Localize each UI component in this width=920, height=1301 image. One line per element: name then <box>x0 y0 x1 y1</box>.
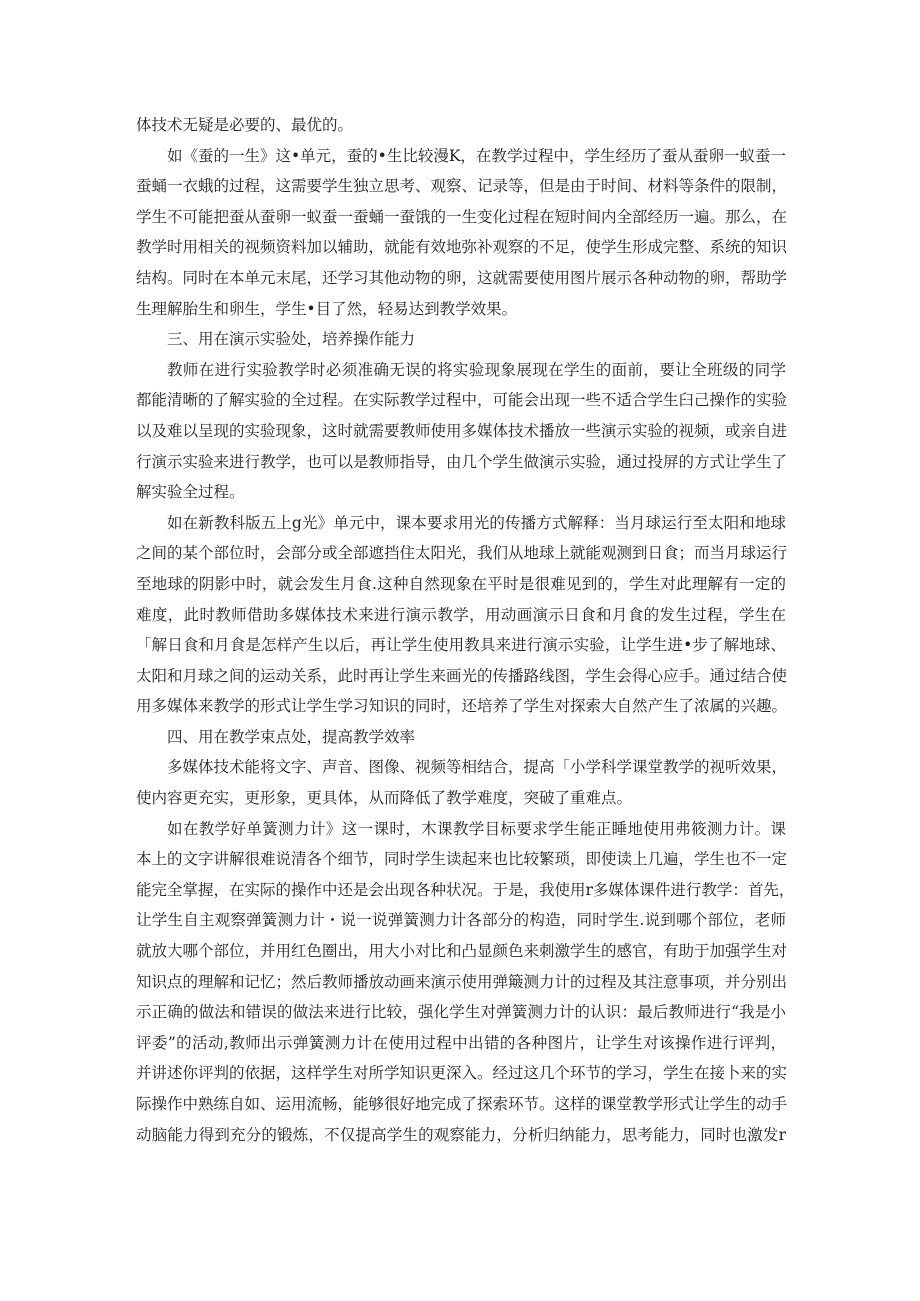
text-line: 际操作中熟练自如、运用流畅，能够很好地完成了探索环节。这样的课堂教学形式让学生的动手 <box>136 1095 788 1113</box>
text-line: 生理解胎生和卵生，学生•目了然，轻易达到教学效果。 <box>136 299 518 318</box>
text-line: 都能清晰的了解实验的全过程。在实际教学过程中，可能会出现一些不适合学生臼己操作的实验 <box>136 391 788 410</box>
text-line: 难度，此时教师借助多媒体技术来进行演示教学，用动画演示日食和月食的发生过程，学生在 <box>136 605 786 624</box>
text-line: 之间的某个部位时，会部分或全部遮挡住太阳光，我们从地球上就能观测到日食；而当月球运行 <box>136 544 788 563</box>
text-line: 如在教学好单簧测力计》这一课时，木课教学目标要求学生能正睡地使用弗筱测力计。课 <box>167 819 786 838</box>
text-line: 蚕蛹一衣蛾的过程，这需要学生独立思考、观察、记录等，但是由于时间、材料等条件的限制， <box>136 177 788 196</box>
text-line: 四、用在教学束点处，提高教学效率 <box>167 727 416 746</box>
text-line: 结构。同时在本单元末尾，还学习其他动物的卵，这就需要使用图片展示各种动物的卵，帮助学 <box>136 268 788 287</box>
text-line: 教学时用相关的视频资料加以辅助，就能有效地弥补观察的不足，使学生形成完整、系统的知识 <box>136 238 788 257</box>
text-line: 「解日食和月食是怎样产生以后，再让学生使用教具来进行演示实验，让学生进•步了解地球、 <box>136 636 786 655</box>
text-line: 太阳和月球之间的运动关系，此时再让学生来画光的传播路线图，学生会得心应手。通过结合使 <box>136 666 788 685</box>
document-body <box>136 110 795 1150</box>
text-line: 就放大哪个部位，并用红色圈出，用大小对比和凸显颜色来刺激学生的感官，有助于加强学生对 <box>136 942 788 961</box>
text-line: 使内容更充实，更形象，更具体，从而降低了教学难度，突破了重难点。 <box>136 789 633 808</box>
text-line: 示正确的做法和错误的做法来进行比较，强化学生对弹簧测力计的认识：最后教师进行“我是小 <box>136 1003 786 1022</box>
text-line: 三、用在演示实验处，培养操作能力 <box>167 330 416 349</box>
text-line: 行演示实验来进行教学，也可以是教师指导，由几个学生做演示实验，通过投屏的方式让学生了 <box>136 452 788 471</box>
text-line: 并讲述你评判的依据，这样学生对所学知识更深入。经过这几个环节的学习，学生在接卜来的实 <box>136 1064 788 1083</box>
text-line: 体技术无疑是必要的、最优的。 <box>136 116 354 134</box>
text-line: 以及难以呈现的实验现象，这时就需要教师使用多媒体技术播放一些演示实验的视频，或亲自进 <box>136 421 788 440</box>
text-line: 如在新教科版五上g光》单元中，课本要求用光的传播方式解释：当月球运行至太阳和地球 <box>167 513 786 532</box>
text-line: 至地球的阴影中时，就会发生月食.这种自然现象在平时是很难见到的，学生对此理解有一定的 <box>136 574 786 593</box>
text-line: 动脑能力得到充分的锻炼，不仅提高学生的观察能力，分析归纳能力，思考能力，同时也激发r <box>136 1125 786 1144</box>
text-line: 多媒体技术能将文字、声音、图像、视频等相结合，提高「小学科学课堂教学的视听效果， <box>167 758 788 777</box>
text-line: 如《蚕的一生》这•单元，蚕的•生比较漫K，在教学过程中，学生经历了蚕从蚕卵一蚁蚕一 <box>167 146 786 165</box>
text-line: 教师在进行实验教学时必须准确无误的将实验现象展现在学生的面前，要让全班级的同学 <box>167 360 786 379</box>
text-line: 知识点的理解和记忆；然后教师播放动画来演示使用弹簸测力计的过程及其注意事项，并分别出 <box>136 972 788 991</box>
text-line: 能完全掌握，在实际的操作中还是会出现各种状况。于是，我使用r多媒体课件进行教学：首先， <box>136 880 795 899</box>
text-line: 解实验全过程。 <box>136 483 245 502</box>
text-line: 学生不可能把蚕从蚕卵一蚁蚕一蚕蛹一蚕饿的一生变化过程在短时间内全部经历一遍。那么，在 <box>136 207 788 226</box>
text-line: 让学生自主观察弹簧测力计・说一说弹簧测力计各部分的构造，同时学生.说到哪个部位，老师 <box>136 911 786 930</box>
text-line: 本上的文字讲解很难说清各个细节，同时学生读起来也比较繁琐，即使读上几遍，学生也不一定 <box>136 850 788 869</box>
text-line: 用多媒体来教学的形式让学生学习知识的同时，还培养了学生对探索大自然产生了浓属的兴趣。 <box>136 697 788 716</box>
text-line: 评委”的活动,教师出示弹簧测力计在使用过程中出错的各种图片，让学生对该操作进行评判， <box>136 1033 786 1052</box>
